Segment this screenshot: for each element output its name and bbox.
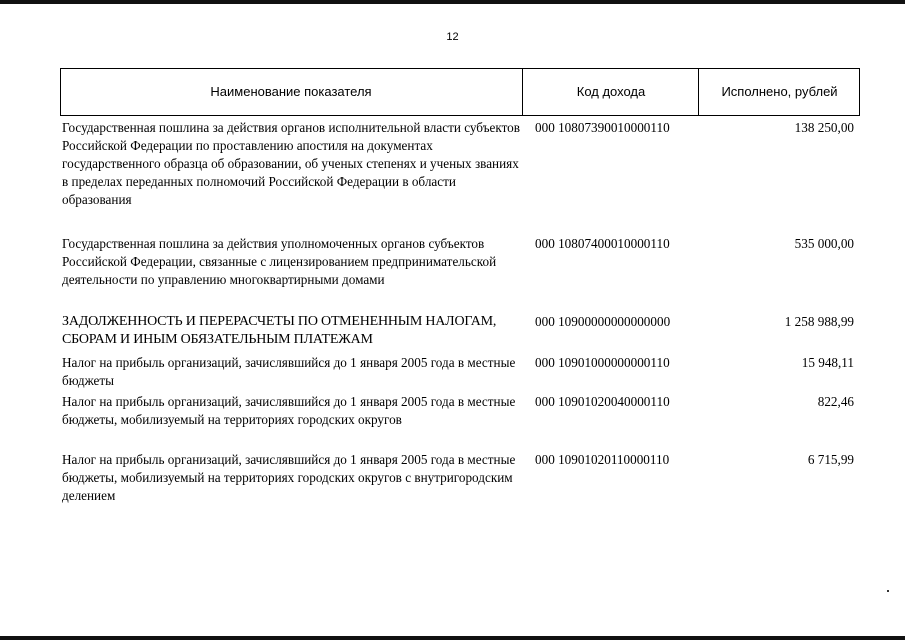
row-code: 000 10901020110000110 <box>535 452 670 467</box>
row-name: Налог на прибыль организаций, зачислявшийся до 1 января 2005 года в местные бюджеты <box>62 355 516 388</box>
scan-speck <box>887 590 889 592</box>
row-name: Государственная пошлина за действия органов исполнительной власти субъектов Российской Федерации по проставлению апостиля на документах государственного образца об образовании, об ученых степенях и ученых званиях в пределах переданных полномочий Российской Федерации в области образования <box>62 120 521 207</box>
row-code: 000 10901000000000110 <box>535 355 670 370</box>
row-name: Налог на прибыль организаций, зачислявшийся до 1 января 2005 года в местные бюджеты, мобилизуемый на территориях городских округов с внутригородским делением <box>62 452 516 503</box>
scan-edge-bottom <box>0 636 905 640</box>
table-header <box>60 68 860 116</box>
row-code: 000 10900000000000000 <box>535 314 671 329</box>
header-executed: Исполнено, рублей <box>698 69 860 115</box>
row-amount: 138 250,00 <box>794 120 854 135</box>
header-code: Код дохода <box>522 69 699 115</box>
row-amount: 15 948,11 <box>801 355 854 370</box>
row-name: Государственная пошлина за действия уполномоченных органов субъектов Российской Федерации, связанные с лицензированием предпринимательской деятельности по управлению многоквартирными домами <box>62 236 497 287</box>
row-code: 000 10901020040000110 <box>535 394 670 409</box>
row-amount: 822,46 <box>817 394 854 409</box>
page-number: 12 <box>446 31 459 43</box>
scan-edge-top <box>0 0 905 4</box>
row-name: ЗАДОЛЖЕННОСТЬ И ПЕРЕРАСЧЕТЫ ПО ОТМЕНЕННЫМ НАЛОГАМ, СБОРАМ И ИНЫМ ОБЯЗАТЕЛЬНЫМ ПЛАТЕЖАМ <box>62 314 497 347</box>
row-name: Налог на прибыль организаций, зачислявшийся до 1 января 2005 года в местные бюджеты, мобилизуемый на территориях городских округов <box>62 394 516 427</box>
row-amount: 1 258 988,99 <box>784 314 854 329</box>
row-code: 000 10807390010000110 <box>535 120 670 135</box>
row-code: 000 10807400010000110 <box>535 236 670 251</box>
header-name: Наименование показателя <box>210 84 372 99</box>
row-amount: 6 715,99 <box>807 452 854 467</box>
row-amount: 535 000,00 <box>794 236 854 251</box>
